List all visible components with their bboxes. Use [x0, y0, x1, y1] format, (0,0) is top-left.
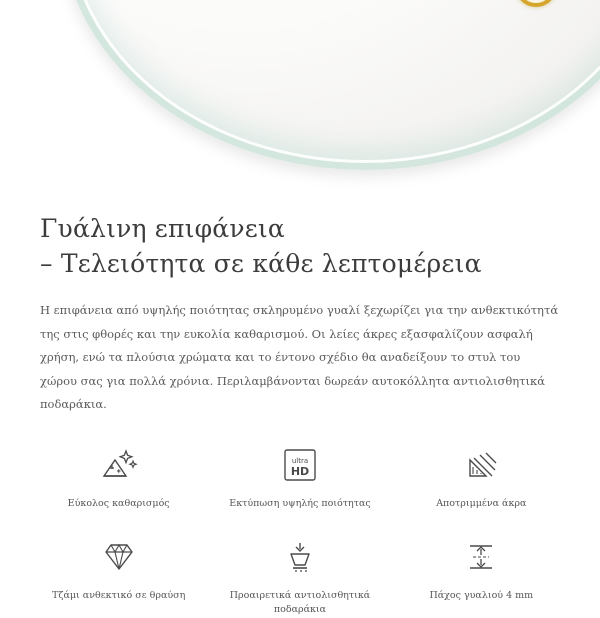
text-content: [0, 212, 600, 417]
headline-line-2: – Τελειότητα σε κάθε λεπτομέρεια: [40, 248, 482, 278]
easy-clean-sparkle-icon: [99, 443, 139, 487]
feature-label: Εκτύπωση υψηλής ποιότητας: [229, 497, 371, 509]
gold-ring: [515, 0, 557, 7]
plate-surface: [60, 0, 600, 170]
feature-label: Πάχος γυαλιού 4 mm: [429, 590, 534, 602]
ultra-hd-print-icon: [279, 443, 321, 487]
glass-thickness-icon: [460, 535, 502, 579]
feature-label: Προαιρετικά αντιολισθητικά ποδαράκια: [229, 590, 371, 616]
shatterproof-diamond-icon: [98, 535, 140, 579]
hero-image: [0, 0, 600, 196]
feature-item: [34, 535, 204, 618]
feature-item: [396, 443, 566, 511]
svg-text:HD: HD: [290, 464, 310, 478]
headline-line-1: Γυάλινη επιφάνεια: [40, 214, 286, 243]
feature-item: [215, 535, 385, 618]
feature-item: [34, 443, 204, 511]
page-title: [40, 212, 560, 281]
svg-text:ultra: ultra: [291, 456, 309, 465]
feature-label: Τζάμι ανθεκτικό σε θραύση: [51, 590, 186, 602]
glass-plate-photo: [60, 0, 600, 170]
body-paragraph: Η επιφάνεια από υψηλής ποιότητας σκληρυμένο γυαλί ξεχωρίζει για την ανθεκτικότητά της στις φθορές και την ευκολία καθαρισμού. Οι λείες άκρες εξασφαλίζουν ασφαλή χρήση, ενώ τα πλούσια χρώματα και το έντονο σχέδιο θα αναδείξουν το στυλ του χώρου σας για πολλά χρόνια. Περιλαμβάνονται δωρεάν αυτοκόλλητα αντιολισθητικά ποδαράκια.: [40, 303, 559, 412]
feature-grid: [0, 443, 600, 618]
feature-item: [396, 535, 566, 618]
polished-edges-icon: [460, 443, 502, 487]
feature-label: Αποτριμμένα άκρα: [436, 497, 527, 509]
anti-slip-feet-icon: [279, 535, 321, 579]
feature-label: Εύκολος καθαρισμός: [67, 497, 170, 509]
feature-item: [215, 443, 385, 511]
